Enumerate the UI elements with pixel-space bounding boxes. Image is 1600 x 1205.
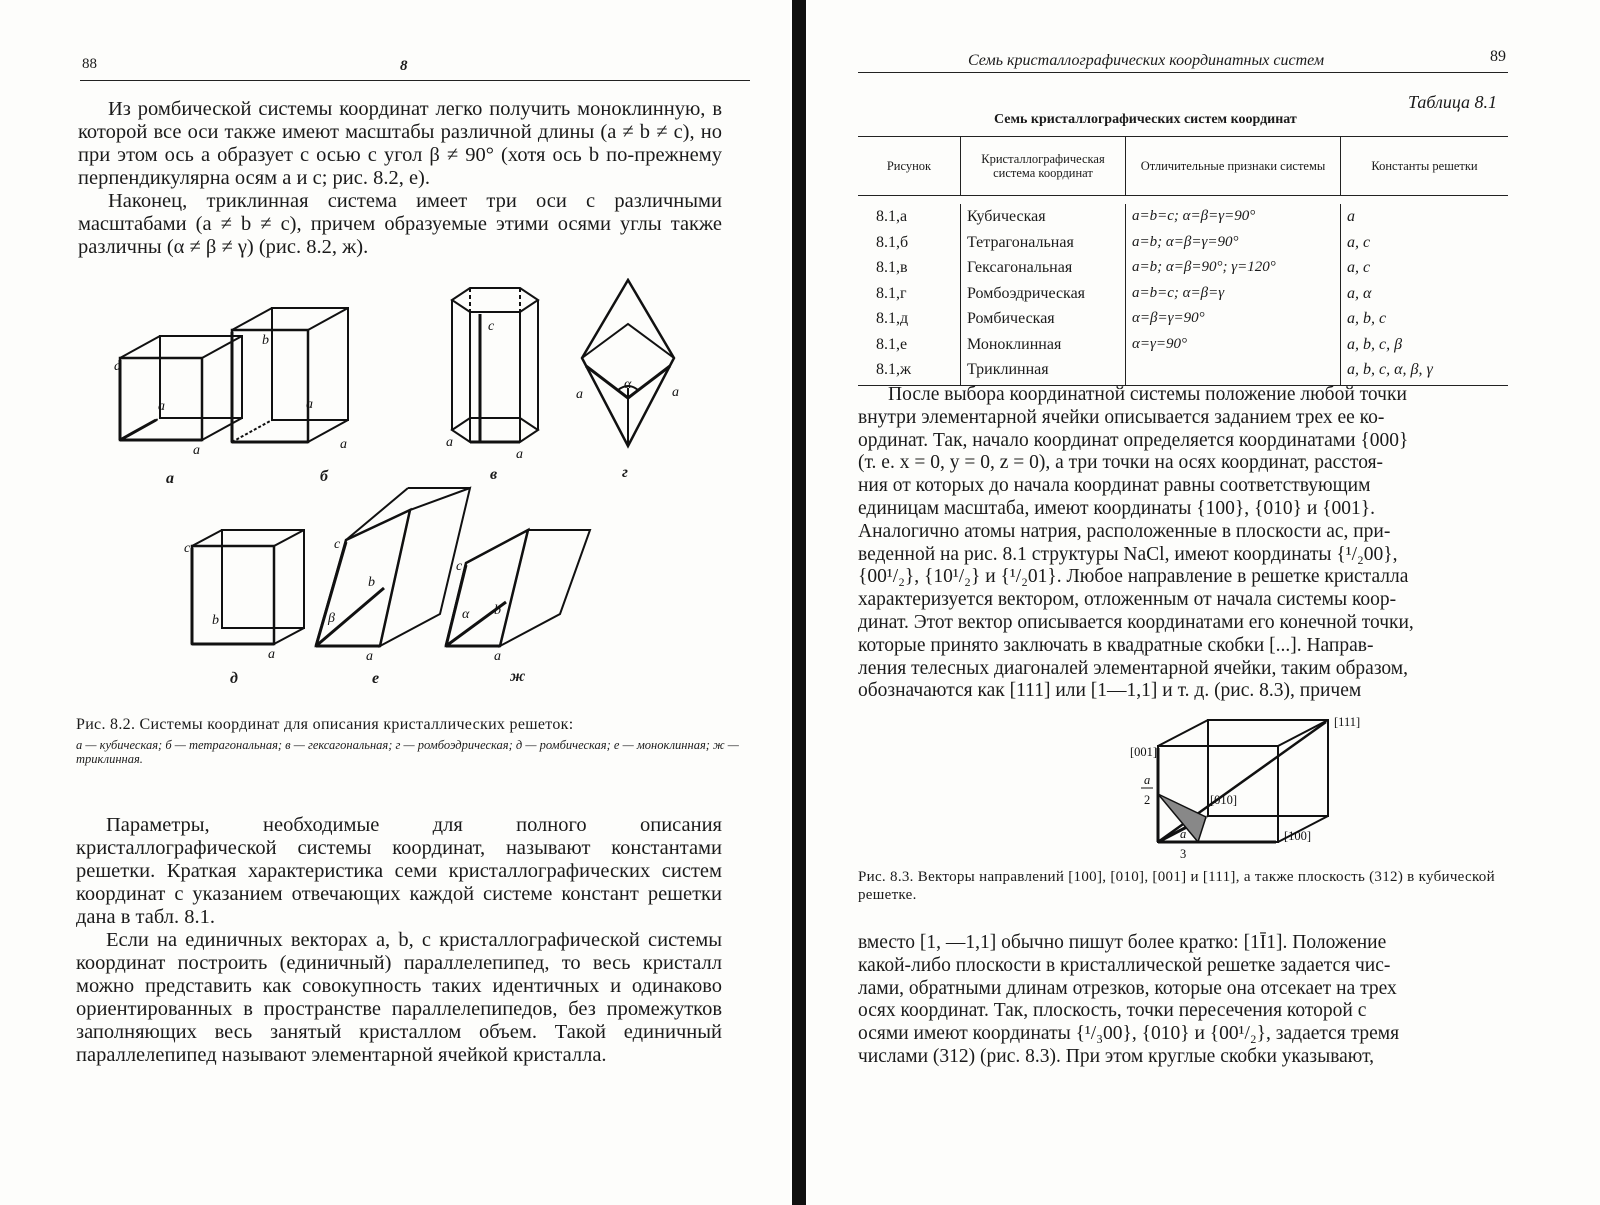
left-page-number: 88 — [82, 56, 97, 72]
left-header-rule — [80, 80, 750, 81]
fig-axis-a-label: a — [446, 435, 453, 450]
fig-axis-b-label: b — [262, 333, 269, 348]
cell-system: Моноклинная — [961, 332, 1126, 358]
fig-axis-b-label: b — [368, 575, 375, 590]
text-line: единицам масштаба, имеют координаты {100}, {010} и {001}. — [858, 497, 1375, 519]
right-paragraph-2 — [858, 932, 1508, 1069]
fig-axis-a-label: a — [114, 359, 121, 374]
panel-label-f: е — [372, 670, 380, 687]
figure-8-3-caption: Рис. 8.3. Векторы направлений [100], [010], [001] и [111], а также плоскость (312) в кубической решетке. — [858, 869, 1495, 903]
panel-label-e: д — [230, 670, 238, 687]
text-line: лами, обратными длинам отрезков, которые она отсекает на трех — [858, 977, 1397, 999]
text-line: осях координат. Так, плоскость, точки пересечения которой с — [858, 1000, 1367, 1022]
panel-label-b: б — [320, 468, 328, 485]
cell-system: Гексагональная — [961, 255, 1126, 281]
table-row — [858, 255, 1508, 281]
table-row — [858, 306, 1508, 332]
cell-figure: 8.1,б — [876, 233, 909, 251]
right-page — [808, 0, 1600, 1205]
right-header-rule — [858, 72, 1508, 73]
cell-system: Кубическая — [961, 204, 1126, 230]
fig-axis-beta-label: β — [328, 611, 335, 626]
cell-features: a=b=c; α=β=γ=90° — [1126, 204, 1341, 230]
cell-constants: a, b, c — [1341, 306, 1509, 332]
fig83-label-111: [111] — [1334, 715, 1361, 729]
table-row — [858, 281, 1508, 307]
fig-axis-a-label: a — [366, 649, 373, 664]
text-line: Аналогично атомы натрия, расположенные в плоскости ac, при- — [858, 520, 1391, 542]
fig-axis-alpha-label: α — [462, 607, 470, 622]
col-header-features: Отличительные признаки системы — [1126, 137, 1341, 196]
fig-axis-a-label: a — [516, 447, 523, 462]
col-header-system: Кристаллографическая система координат — [961, 137, 1126, 196]
fig83-label-001: [001] — [1130, 745, 1158, 759]
cube-cell-drawing — [120, 336, 242, 440]
text-line: характеризуется вектором, отложенным от начала системы коор- — [858, 589, 1397, 611]
fig-axis-a-label: a — [494, 649, 501, 664]
cell-system: Тетрагональная — [961, 230, 1126, 256]
table-title: Семь кристаллографических систем координат — [994, 112, 1297, 127]
cell-features: a=b; α=β=γ=90° — [1126, 230, 1341, 256]
book-spine — [792, 0, 806, 1205]
fig-axis-a-label: a — [158, 399, 165, 414]
table-row — [858, 230, 1508, 256]
text-line: внутри элементарной ячейки описывается заданием трех ее ко- — [858, 406, 1385, 428]
fig-axis-a-label: a — [576, 387, 583, 402]
cell-features: a=b; α=β=90°; γ=120° — [1126, 255, 1341, 281]
cell-system: Ромбоэдрическая — [961, 281, 1126, 307]
panel-label-a: а — [166, 470, 174, 487]
rhombohedral-cell-drawing — [582, 280, 674, 446]
body-paragraph-1: Параметры, необходимые для полного описания кристаллографической системы координат, называют константами решетки. Краткая характеристика семи кристаллографических систем координат с указанием отвечающих каждой системе констант решетки дана в табл. 8.1. — [76, 814, 722, 928]
fig-axis-a-label: a — [193, 443, 200, 458]
fig-axis-a-label: a — [672, 385, 679, 400]
table-label: Таблица 8.1 — [1408, 92, 1498, 112]
cell-figure: 8.1,е — [876, 335, 908, 353]
intro-paragraph-2: Наконец, триклинная система имеет три оси с различными масштабами (a ≠ b ≠ c), причем образуемые этими осями углы также различны (α ≠ β ≠ γ) (рис. 8.2, ж). — [78, 190, 722, 258]
table-8-1 — [858, 136, 1508, 386]
table-row — [858, 204, 1508, 230]
text-line: ординат. Так, начало координат определяется координатами {000} — [858, 429, 1409, 451]
text-line: динат. Этот вектор описывается координатами его конечной точки, — [858, 611, 1414, 633]
cell-constants: a, c — [1341, 255, 1509, 281]
cell-features — [1126, 357, 1341, 385]
body-paragraph-2: Если на единичных векторах a, b, c кристаллографической системы координат построить (единичный) параллелепипед, то весь кристалл можно представить как совокупность таких идентичных и одинаково ориентированных в пространстве параллелепипедов, без промежутков заполняющих весь занятый кристаллом объем. Такой единичный параллелепипед называют элементарной ячейкой кристалла. — [76, 929, 722, 1066]
text-line: числами (312) (рис. 8.3). При этом круглые скобки указывают, — [858, 1045, 1375, 1067]
fig83-label-a-half-den: 2 — [1144, 793, 1151, 807]
cell-constants: a, α — [1341, 281, 1509, 307]
right-paragraph-1 — [858, 384, 1508, 703]
cell-constants: a, b, c, β — [1341, 332, 1509, 358]
fig-axis-c-label: c — [184, 541, 191, 556]
table-header-row — [858, 137, 1508, 196]
cell-system: Ромбическая — [961, 306, 1126, 332]
text-line: осями имеют координаты {¹/₃00}, {010} и {00¹/₂}, задается тремя — [858, 1023, 1400, 1045]
left-page — [0, 0, 790, 1205]
cell-system: Триклинная — [961, 357, 1126, 385]
text-line: какой-либо плоскости в кристаллической решетке задается чис- — [858, 954, 1391, 976]
fig-axis-a-label: a — [306, 397, 313, 412]
fig83-label-a-third-num: a — [1180, 827, 1187, 841]
figure-8-2 — [0, 278, 790, 698]
cell-constants: a — [1341, 204, 1509, 230]
intro-paragraph-1: Из ромбической системы координат легко получить моноклинную, в которой все оси также имеют масштабы различной длины (a ≠ b ≠ c), но при этом ось a образует с осью c угол β ≠ 90° (хотя ось b по-прежнему перпендикулярна осям a и c; рис. 8.2, е). — [78, 98, 722, 189]
fig-axis-c-label: c — [334, 537, 341, 552]
tetragonal-cell-drawing — [232, 308, 348, 442]
cell-features: a=b=c; α=β=γ — [1126, 281, 1341, 307]
table-row — [858, 357, 1508, 385]
fig-axis-a-label: a — [340, 437, 347, 452]
text-line: ления телесных диагоналей элементарной ячейки, таким образом, — [858, 657, 1409, 679]
col-header-constants: Константы решетки — [1341, 137, 1509, 196]
table-row — [858, 332, 1508, 358]
cell-figure: 8.1,д — [876, 310, 909, 327]
orthorhombic-cell-drawing — [192, 530, 304, 644]
text-line: {00¹/₂}, {10¹/₂} и {¹/₂01}. Любое направление в решетке кристалла — [858, 566, 1409, 588]
cell-figure: 8.1,в — [876, 259, 908, 276]
text-line: веденной на рис. 8.1 структуры NaCl, имеют координаты {¹/₂00}, — [858, 543, 1398, 565]
intro-text — [78, 98, 722, 259]
fig-axis-c-label: c — [488, 319, 495, 334]
cell-figure: 8.1,ж — [858, 357, 961, 385]
text-line: которые принято заключать в квадратные скобки [...]. Направ- — [858, 634, 1374, 656]
running-header: Семь кристаллографических координатных систем — [968, 52, 1325, 69]
right-page-number: 89 — [1490, 48, 1506, 65]
fig-axis-c-label: c — [456, 559, 463, 574]
text-line: обозначаются как [111] или [1—1,1] и т. д. (рис. 8.3), причем — [858, 680, 1362, 702]
fig83-label-010: [010] — [1210, 793, 1238, 807]
col-header-figure: Рисунок — [858, 137, 961, 196]
cell-figure: 8.1,г — [876, 284, 907, 302]
panel-label-c: в — [490, 466, 498, 483]
cell-features: α=β=γ=90° — [1126, 306, 1341, 332]
panel-label-g: ж — [510, 668, 526, 685]
cell-constants: a, c — [1341, 230, 1509, 256]
monoclinic-cell-drawing — [316, 488, 470, 646]
fig83-label-a-half-num: a — [1144, 773, 1151, 787]
figure-8-3 — [808, 706, 1600, 866]
figure-8-2-caption: Рис. 8.2. Системы координат для описания кристаллических решеток: — [76, 716, 574, 733]
fig-axis-b-label: b — [212, 613, 219, 628]
body-text — [76, 814, 722, 1067]
fig-axis-a-label: a — [268, 647, 275, 662]
hexagonal-cell-drawing — [452, 288, 538, 442]
fig-axis-alpha-label: α — [624, 377, 632, 392]
text-line: вместо [1, —1,1] обычно пишут более кратко: [1Ī1]. Положение — [858, 932, 1387, 953]
left-header-center: 8 — [400, 58, 408, 74]
text-line: ния от которых до начала координат равны соответствующим — [858, 475, 1371, 497]
fig-axis-b-label: b — [494, 603, 501, 618]
panel-label-d: г — [622, 464, 628, 481]
text-line: После выбора координатной системы положение любой точки — [888, 384, 1407, 405]
triclinic-cell-drawing — [446, 530, 590, 646]
fig83-label-100: [100] — [1284, 829, 1312, 843]
cell-features: α=γ=90° — [1126, 332, 1341, 358]
fig83-label-a-third-den: 3 — [1180, 847, 1187, 861]
text-line: (т. е. x = 0, y = 0, z = 0), а три точки на осях координат, расстоя- — [858, 452, 1384, 474]
cell-constants: a, b, c, α, β, γ — [1341, 357, 1509, 385]
cell-figure: 8.1,а — [876, 208, 908, 225]
figure-8-2-legend: а — кубическая; б — тетрагональная; в — гексагональная; г — ромбоэдрическая; д — ромбическая; е — моноклинная; ж — триклинная. — [76, 738, 739, 766]
